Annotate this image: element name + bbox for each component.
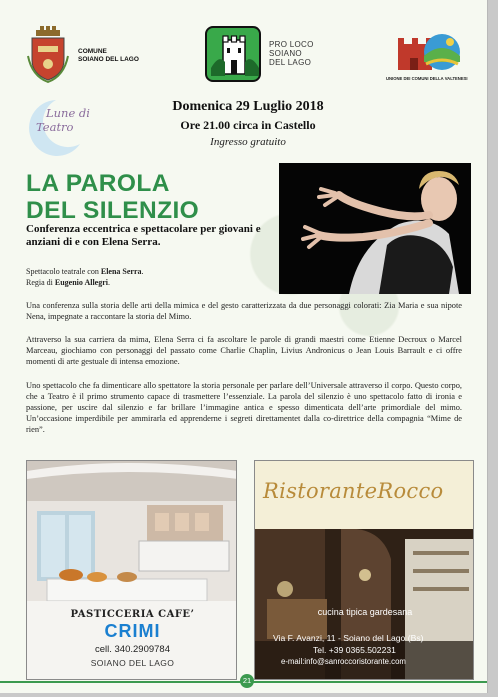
comune-name: COMUNE SOIANO DEL LAGO xyxy=(78,48,139,63)
page-number: 21 xyxy=(240,674,254,688)
event-entry: Ingresso gratuito xyxy=(210,136,286,148)
paragraph-1: Una conferenza sulla storia delle arti della mimica e del gesto caratterizzata da due personaggi colorati: Zia Maria e sua nipote Nena, impegnate a raccontare la storia del Mimo. xyxy=(26,301,462,321)
event-info xyxy=(130,98,366,150)
performer-photo xyxy=(279,163,471,294)
event-time: Ore 21.00 circa in Castello xyxy=(180,118,316,132)
proloco-logo xyxy=(205,26,325,86)
lune-text: Lune di Teatro xyxy=(36,106,90,134)
castle-icon xyxy=(205,26,261,82)
ristorante-tagline: cucina tipica gardesana xyxy=(317,607,413,617)
show-title: LA PAROLA DEL SILENZIO xyxy=(26,170,200,224)
header-logos xyxy=(0,0,488,95)
paragraph-2: Attraverso la sua carriera da mima, Elena Serra ci fa ascoltare le parole di grandi maestri come Etienne Decroux o Marcel Marceau, giochiamo con personaggi del passato come Charlie Chaplin, Livius Andronicus o Jean Louis Barrault e ci offre momenti di arte gestuale di intensa emozione. xyxy=(26,335,462,366)
ad-ristorante-rocco xyxy=(254,460,474,680)
ristorante-email: e-mail:info@sanroccoristorante.com xyxy=(281,657,406,666)
crimi-brand: CRIMI xyxy=(104,621,161,641)
crest-icon xyxy=(26,26,70,84)
pasticceria-place: SOIANO DEL LAGO xyxy=(90,658,175,668)
show-subtitle: Conferenza eccentrica e spettacolare per giovani e anziani di e con Elena Serra. xyxy=(26,223,261,248)
lune-di-teatro-badge xyxy=(22,96,102,160)
show-credits: Spettacolo teatrale con Elena Serra. Regia di Eugenio Allegri. xyxy=(26,267,144,287)
ristorante-name: RistoranteRocco xyxy=(263,479,444,503)
comune-logo xyxy=(26,26,156,86)
unione-name: UNIONE DEI COMUNI DELLA VALTENESI xyxy=(386,76,468,81)
ad-pasticceria-crimi xyxy=(26,460,237,680)
event-date: Domenica 29 Luglio 2018 xyxy=(172,99,324,114)
unione-emblem-icon xyxy=(392,30,482,76)
unione-logo xyxy=(386,30,482,90)
paragraph-3: Uno spettacolo che fa dimenticare allo spettatore la storia personale per parlare dell’Universale attraverso il corpo. Questo corpo, che a Teatro è il primo strumento capace di trasmettere l’essenziale. La parola del silenzio è uno spettacolo fatto di ironia e passione, per uscire dal silenzio e far brillare l’immagine antica e spesso dimenticata dell’arte primordiale del mimo. Un’occasione imperdibile per ammirarla ed apprenderne i segreti direttamentet dalla co-direttrice della compagnia “Mime de rien”. xyxy=(26,381,462,434)
pasticceria-name: PASTICCERIA CAFE’ xyxy=(70,609,195,620)
ristorante-contacts: Via F. Avanzi, 11 - Soiano del Lago (Bs) Tel. +39 0365.502231 xyxy=(273,633,424,655)
pasticceria-phone: cell. 340.2909784 xyxy=(94,644,170,655)
proloco-name: PRO LOCO SOIANO DEL LAGO xyxy=(269,40,314,67)
